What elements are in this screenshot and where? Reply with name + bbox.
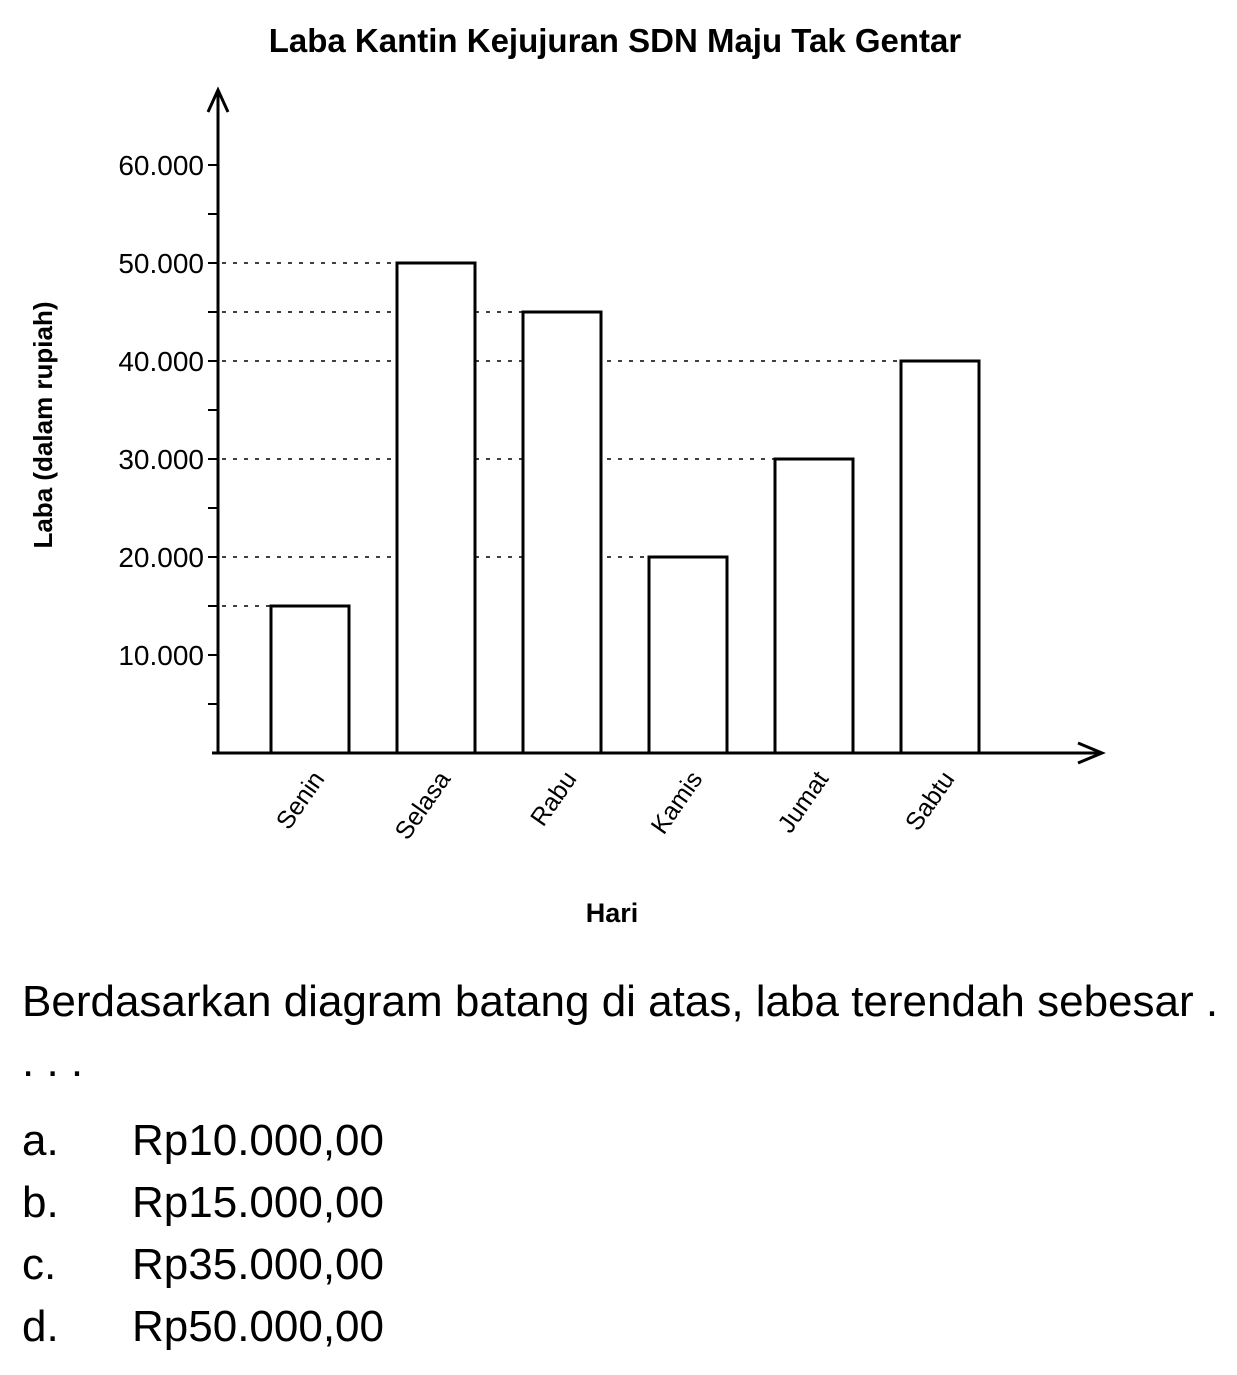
bar-kamis: [649, 557, 727, 753]
option-text: Rp15.000,00: [132, 1178, 384, 1227]
option-a[interactable]: [22, 1110, 384, 1172]
y-tick-label: 30.000: [118, 444, 204, 475]
x-tick-label-sabtu: Sabtu: [899, 766, 961, 836]
answer-options: [22, 1110, 384, 1358]
question-text: Berdasarkan diagram batang di atas, laba terendah sebesar . . . .: [22, 977, 1219, 1086]
option-text: Rp35.000,00: [132, 1240, 384, 1289]
option-letter: a.: [22, 1116, 59, 1165]
y-tick-label: 10.000: [118, 640, 204, 671]
y-axis-label: Laba (dalam rupiah): [28, 301, 58, 549]
x-tick-label-rabu: Rabu: [525, 766, 583, 832]
x-tick-label-senin: Senin: [270, 766, 331, 835]
option-letter: d.: [22, 1302, 59, 1351]
x-ticks: [271, 766, 961, 845]
option-d[interactable]: [22, 1296, 384, 1358]
option-b[interactable]: [22, 1172, 384, 1234]
bar-rabu: [523, 312, 601, 753]
option-c[interactable]: [22, 1234, 384, 1296]
bars: [271, 263, 979, 753]
x-tick-label-selasa: Selasa: [389, 766, 457, 845]
y-tick-label: 60.000: [118, 150, 204, 181]
chart-title: Laba Kantin Kejujuran SDN Maju Tak Gentar: [268, 22, 962, 59]
x-axis-label: Hari: [585, 898, 639, 928]
y-tick-label: 20.000: [118, 542, 204, 573]
x-tick-label-jumat: Jumat: [772, 766, 835, 839]
bar-jumat: [775, 459, 853, 753]
y-ticks: [118, 150, 218, 704]
bar-senin: [271, 606, 349, 753]
option-text: Rp10.000,00: [132, 1116, 384, 1165]
option-text: Rp50.000,00: [132, 1302, 384, 1351]
bar-sabtu: [901, 361, 979, 753]
option-letter: c.: [22, 1240, 57, 1289]
y-tick-label: 50.000: [118, 248, 204, 279]
x-tick-label-kamis: Kamis: [645, 766, 709, 840]
y-tick-label: 40.000: [118, 346, 204, 377]
option-letter: b.: [22, 1178, 59, 1227]
bar-selasa: [397, 263, 475, 753]
